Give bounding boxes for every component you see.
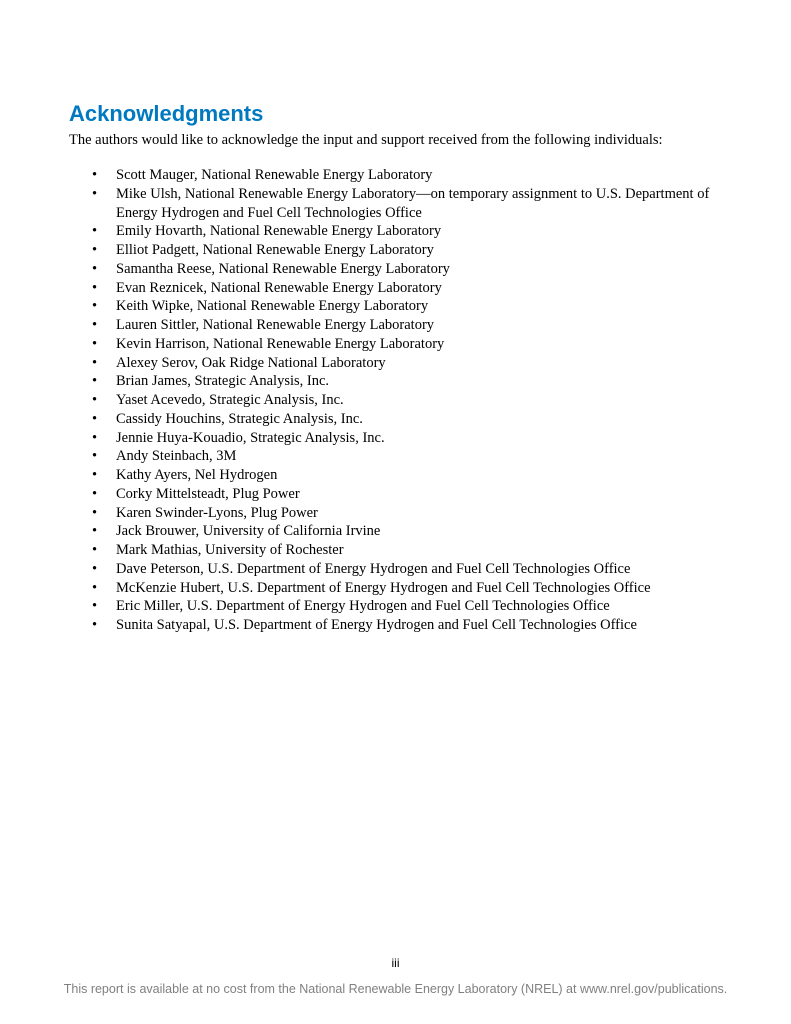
list-item-text: Brian James, Strategic Analysis, Inc. (116, 373, 330, 390)
list-item (92, 616, 722, 635)
list-item (92, 354, 722, 373)
bullet-icon: • (92, 598, 98, 615)
bullet-icon: • (92, 223, 98, 240)
list-item-text: Karen Swinder-Lyons, Plug Power (116, 504, 318, 521)
list-item (92, 429, 722, 448)
bullet-icon: • (92, 448, 98, 465)
acknowledgments-list (92, 166, 722, 635)
page-title: Acknowledgments (69, 101, 264, 126)
list-item (92, 466, 722, 485)
bullet-icon: • (92, 373, 98, 390)
list-item-text: Evan Reznicek, National Renewable Energy Laboratory (116, 279, 442, 296)
intro-paragraph: The authors would like to acknowledge the input and support received from the following individuals: (69, 132, 663, 148)
bullet-icon: • (92, 485, 98, 502)
list-item (92, 297, 722, 316)
list-item (92, 410, 722, 429)
list-item (92, 579, 722, 598)
list-item-text: Eric Miller, U.S. Department of Energy Hydrogen and Fuel Cell Technologies Office (116, 598, 610, 615)
footer-availability-notice: This report is available at no cost from the National Renewable Energy Laboratory (NREL) at www.nrel.gov/publications. (63, 982, 728, 996)
list-item (92, 560, 722, 579)
list-item (92, 260, 722, 279)
list-item-text: Dave Peterson, U.S. Department of Energy Hydrogen and Fuel Cell Technologies Office (116, 560, 631, 577)
bullet-icon: • (92, 242, 98, 258)
list-item (92, 522, 722, 541)
bullet-icon: • (92, 317, 98, 333)
bullet-icon: • (92, 185, 98, 202)
list-item-text: Yaset Acevedo, Strategic Analysis, Inc. (116, 392, 344, 408)
list-item-text: Samantha Reese, National Renewable Energy Laboratory (116, 260, 450, 277)
list-item-text: Cassidy Houchins, Strategic Analysis, Inc. (116, 410, 363, 427)
bullet-icon: • (92, 167, 98, 183)
bullet-icon: • (92, 335, 98, 352)
list-item (92, 316, 722, 335)
list-item-text: Kevin Harrison, National Renewable Energy Laboratory (116, 335, 445, 352)
bullet-icon: • (92, 260, 98, 277)
list-item-text: Emily Hovarth, National Renewable Energy Laboratory (116, 223, 442, 240)
bullet-icon: • (92, 279, 98, 296)
bullet-icon: • (92, 617, 98, 633)
list-item (92, 279, 722, 298)
list-item (92, 222, 722, 241)
list-item-text: Elliot Padgett, National Renewable Energy Laboratory (116, 242, 434, 258)
list-item (92, 185, 722, 223)
list-item-text: Mark Mathias, University of Rochester (116, 542, 344, 558)
list-item (92, 335, 722, 354)
list-item-text: Scott Mauger, National Renewable Energy Laboratory (116, 167, 433, 183)
list-item (92, 541, 722, 560)
bullet-icon: • (92, 523, 98, 540)
bullet-icon: • (92, 467, 98, 483)
bullet-icon: • (92, 579, 98, 596)
list-item-text: Jennie Huya-Kouadio, Strategic Analysis, Inc. (116, 429, 385, 446)
list-item (92, 447, 722, 466)
list-item (92, 166, 722, 185)
list-item-text: Mike Ulsh, National Renewable Energy Laboratory—on temporary assignment to U.S. Department of Energy Hydrogen and Fuel Cell Technologies Office (116, 185, 710, 221)
list-item-text: McKenzie Hubert, U.S. Department of Energy Hydrogen and Fuel Cell Technologies Office (116, 579, 651, 596)
list-item-text: Alexey Serov, Oak Ridge National Laboratory (116, 354, 386, 371)
bullet-icon: • (92, 354, 98, 371)
list-item (92, 597, 722, 616)
list-item-text: Sunita Satyapal, U.S. Department of Energy Hydrogen and Fuel Cell Technologies Office (116, 617, 637, 633)
list-item (92, 372, 722, 391)
list-item-text: Andy Steinbach, 3M (116, 448, 237, 465)
list-item-text: Corky Mittelsteadt, Plug Power (116, 485, 300, 502)
bullet-icon: • (92, 410, 98, 427)
bullet-icon: • (92, 504, 98, 521)
list-item-text: Kathy Ayers, Nel Hydrogen (116, 467, 278, 483)
list-item (92, 504, 722, 523)
bullet-icon: • (92, 392, 98, 408)
list-item (92, 391, 722, 410)
bullet-icon: • (92, 542, 98, 558)
page-number: iii (391, 956, 400, 970)
list-item (92, 485, 722, 504)
bullet-icon: • (92, 429, 98, 446)
list-item (92, 241, 722, 260)
list-item-text: Lauren Sittler, National Renewable Energy Laboratory (116, 317, 435, 333)
bullet-icon: • (92, 298, 98, 315)
list-item-text: Jack Brouwer, University of California Irvine (116, 523, 381, 540)
bullet-icon: • (92, 560, 98, 577)
list-item-text: Keith Wipke, National Renewable Energy Laboratory (116, 298, 429, 315)
